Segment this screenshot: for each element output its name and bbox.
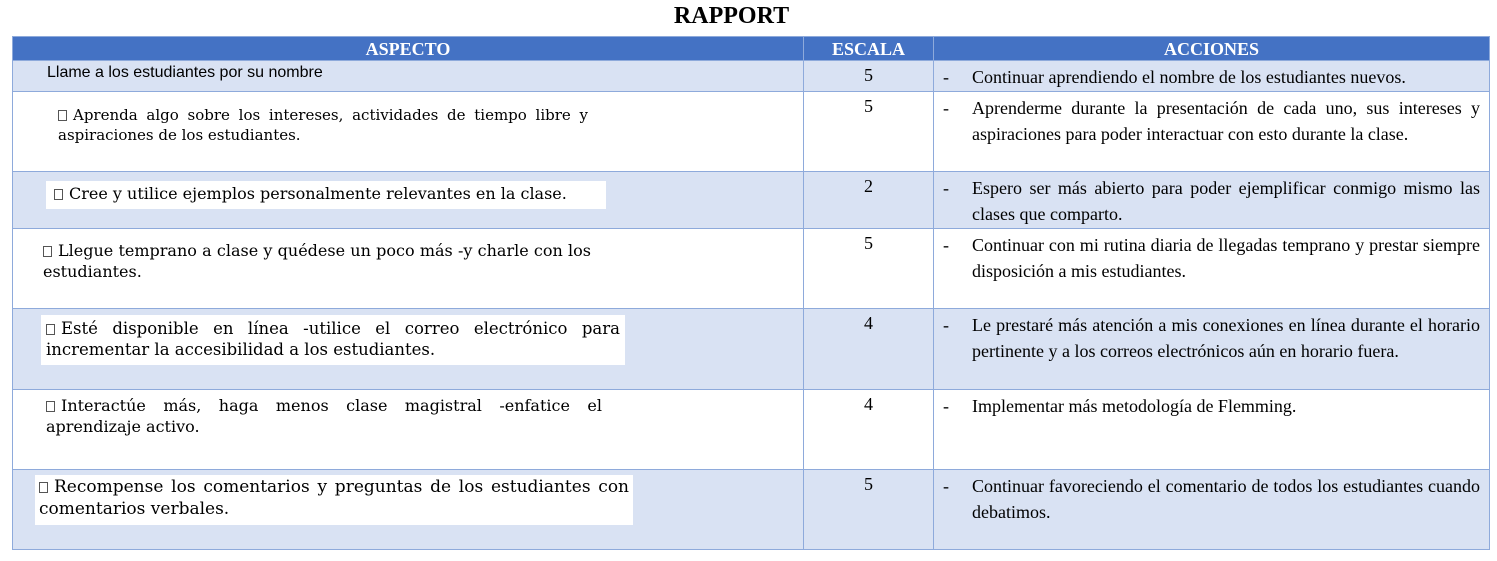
header-scale: ESCALA bbox=[804, 37, 934, 61]
bullet-icon bbox=[46, 324, 55, 335]
scale-cell: 2 bbox=[804, 171, 934, 228]
aspect-cell bbox=[13, 469, 804, 549]
scale-cell: 5 bbox=[804, 228, 934, 308]
aspect-cell bbox=[13, 61, 804, 92]
action-text: Implementar más metodología de Flemming. bbox=[972, 395, 1297, 416]
bullet-icon bbox=[46, 401, 55, 412]
action-text: Continuar con mi rutina diaria de llegadas temprano y prestar siempre disposición a mis estudiantes. bbox=[972, 234, 1480, 281]
aspect-text: Esté disponible en línea -utilice el correo electrónico para incrementar la accesibilidad a los estudiantes. bbox=[46, 318, 620, 359]
page-title: RAPPORT bbox=[673, 3, 790, 29]
dash-marker: - bbox=[943, 177, 949, 198]
rapport-table bbox=[12, 36, 1490, 550]
action-cell bbox=[934, 61, 1490, 92]
aspect-box bbox=[58, 106, 588, 146]
aspect-box bbox=[43, 241, 591, 283]
scale-cell: 4 bbox=[804, 389, 934, 469]
aspect-text: Cree y utilice ejemplos personalmente relevantes en la clase. bbox=[69, 183, 567, 203]
dash-marker: - bbox=[943, 67, 949, 87]
aspect-cell bbox=[13, 171, 804, 228]
action-text: Continuar aprendiendo el nombre de los estudiantes nuevos. bbox=[972, 67, 1406, 87]
action-text: Continuar favoreciendo el comentario de todos los estudiantes cuando debatimos. bbox=[972, 475, 1480, 522]
scale-cell: 5 bbox=[804, 61, 934, 92]
aspect-box bbox=[35, 475, 633, 525]
action-cell bbox=[934, 389, 1490, 469]
scale-cell: 4 bbox=[804, 308, 934, 389]
table-row bbox=[13, 171, 1490, 228]
aspect-box bbox=[46, 181, 606, 209]
aspect-box bbox=[46, 396, 602, 438]
dash-marker: - bbox=[943, 395, 949, 416]
dash-marker: - bbox=[943, 314, 949, 335]
action-text: Espero ser más abierto para poder ejemplificar conmigo mismo las clases que comparto. bbox=[972, 177, 1480, 224]
dash-marker: - bbox=[943, 475, 949, 496]
table-row bbox=[13, 91, 1490, 171]
action-cell bbox=[934, 308, 1490, 389]
header-aspect: ASPECTO bbox=[13, 37, 804, 61]
dash-marker: - bbox=[943, 234, 949, 255]
bullet-icon bbox=[58, 110, 67, 121]
action-cell bbox=[934, 91, 1490, 171]
aspect-cell bbox=[13, 308, 804, 389]
bullet-icon bbox=[43, 246, 52, 257]
aspect-text: Llame a los estudiantes por su nombre bbox=[47, 64, 323, 81]
action-cell bbox=[934, 171, 1490, 228]
aspect-text: Recompense los comentarios y preguntas de los estudiantes con comentarios verbales. bbox=[39, 476, 629, 519]
dash-marker: - bbox=[943, 97, 949, 118]
table-row bbox=[13, 228, 1490, 308]
action-cell bbox=[934, 469, 1490, 549]
table-row bbox=[13, 308, 1490, 389]
bullet-icon bbox=[39, 482, 48, 493]
aspect-cell bbox=[13, 228, 804, 308]
header-row bbox=[13, 37, 1490, 61]
scale-cell: 5 bbox=[804, 91, 934, 171]
table-row bbox=[13, 61, 1490, 92]
header-actions: ACCIONES bbox=[934, 37, 1490, 61]
bullet-icon bbox=[54, 189, 63, 200]
aspect-cell bbox=[13, 389, 804, 469]
aspect-cell bbox=[13, 91, 804, 171]
aspect-box bbox=[41, 315, 625, 365]
aspect-text: Llegue temprano a clase y quédese un poco más -y charle con los estudiantes. bbox=[43, 240, 591, 281]
aspect-text: Aprenda algo sobre los intereses, actividades de tiempo libre y aspiraciones de los estudiantes. bbox=[58, 105, 588, 144]
action-text: Le prestaré más atención a mis conexiones en línea durante el horario pertinente y a los correos electrónicos aún en horario fuera. bbox=[972, 314, 1480, 361]
table-row bbox=[13, 469, 1490, 549]
action-text: Aprenderme durante la presentación de cada uno, sus intereses y aspiraciones para poder interactuar con esto durante la clase. bbox=[972, 97, 1480, 144]
table-row bbox=[13, 389, 1490, 469]
aspect-text: Interactúe más, haga menos clase magistral -enfatice el aprendizaje activo. bbox=[46, 395, 602, 436]
scale-cell: 5 bbox=[804, 469, 934, 549]
action-cell bbox=[934, 228, 1490, 308]
